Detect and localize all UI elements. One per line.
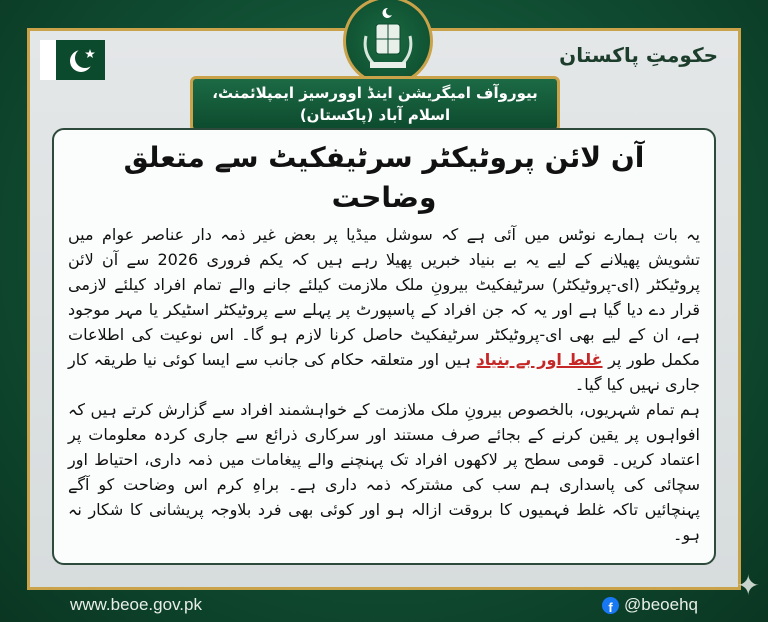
website-link[interactable]: www.beoe.gov.pk — [70, 595, 202, 614]
notice-paragraph-2: ہم تمام شہریوں، بالخصوص بیرونِ ملک ملازمت کے خواہشمند افراد سے گزارش کرتے ہیں کہ افواہوں پر یقین کرنے کے بجائے صرف مستند اور سرکاری ذرائع سے جاری کردہ معلومات پر اعتماد کریں۔ قومی سطح پر لاکھوں افراد تک پہنچنے والے پیغامات میں ذمہ داری، احتیاط اور سچائی کی پاسداری ہم سب کی مشترکہ ذمہ داری ہے۔ براہِ کرم اس وضاحت کو آگے پہنچائیں تاکہ غلط فہمیوں کا بروقت ازالہ ہو اور کوئی بھی فرد بلاوجہ پریشانی کا شکار نہ ہو۔ — [68, 400, 700, 544]
footer — [27, 590, 741, 616]
sparkle-icon: ✦ — [736, 569, 760, 602]
highlighted-phrase: غلط اور بے بنیاد — [476, 350, 603, 369]
notice-title: آن لائن پروٹیکٹر سرٹیفکیٹ سے متعلق وضاحت — [123, 141, 645, 214]
facebook-icon: f — [602, 597, 619, 614]
pakistan-flag-icon — [40, 40, 105, 80]
government-of-pakistan-label: حکومتِ پاکستان — [559, 43, 718, 67]
facebook-handle: @beoehq — [624, 595, 698, 614]
paragraph-1-text: یہ بات ہمارے نوٹس میں آئی ہے کہ سوشل میڈیا پر بعض غیر ذمہ دار عناصر عوام میں تشویش پھیلانے کے لیے یہ بے بنیاد خبریں پھیلا رہے ہیں کہ یکم فروری 2026 سے آن لائن پروٹیکٹر (ای-پروٹیکٹر) سرٹیفکیٹ بیرونِ ملک ملازمت کیلئے جانے والے تمام افراد کیلئے لازمی قرار دے دیا گیا ہے اور یہ کہ جن افراد کے پاسپورٹ پر پہلے سے پروٹیکٹر اسٹیکر یا مہر موجود ہے، ان کے لیے بھی ای-پروٹیکٹر سرٹیفکیٹ حاصل کرنا لازم ہو گا۔ اس نوعیت کی اطلاعات مکمل طور پر — [68, 225, 700, 369]
paragraph-1-text-end: ہیں اور متعلقہ حکام کی جانب سے ایسا کوئی نیا طریقہ کار جاری نہیں کیا گیا۔ — [68, 350, 700, 394]
notice-panel — [27, 28, 741, 590]
department-name: بیوروآف امیگریشن اینڈ اوورسیز ایمپلائمنٹ، اسلام آباد (پاکستان) — [212, 84, 538, 124]
facebook-link[interactable] — [602, 594, 698, 616]
notice-paragraph-1 — [68, 222, 700, 397]
department-banner — [190, 76, 560, 132]
state-emblem-icon — [343, 0, 433, 86]
notice-box — [52, 128, 716, 565]
